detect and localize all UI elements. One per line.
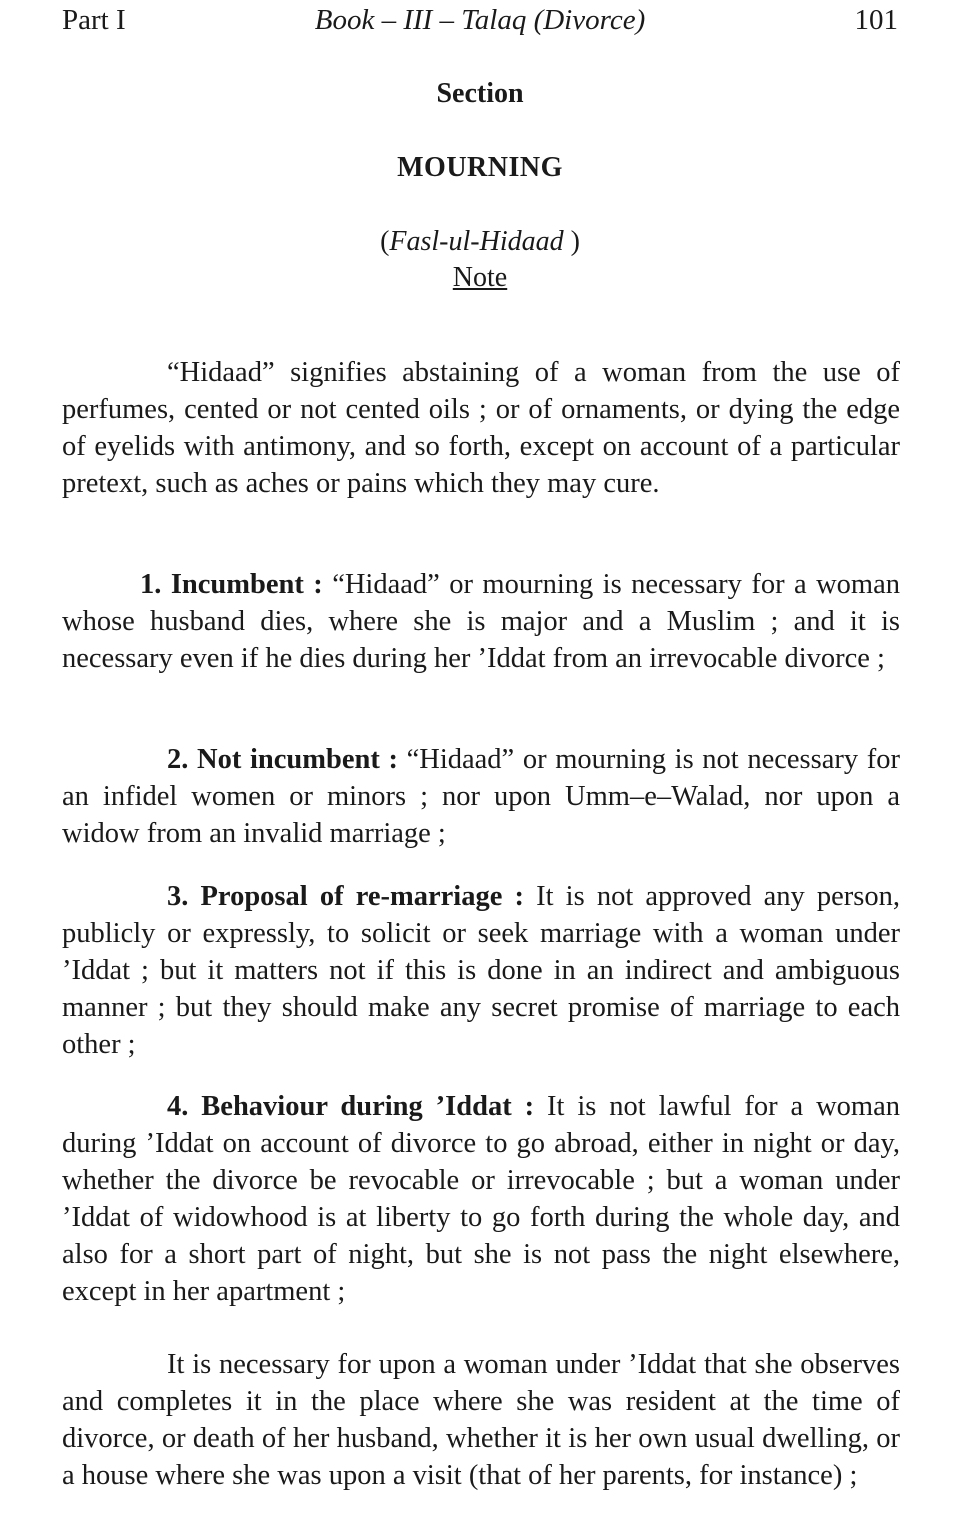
rule-heading: 3. Proposal of re-marriage : (167, 880, 524, 912)
chapter-subtitle (0, 226, 960, 258)
section-label: Section (436, 78, 524, 109)
chapter-title: MOURNING (397, 152, 563, 183)
rule-text: “Hidaad” or mourning is not necessary for an infidel women or minors ; nor upon Umm–e–Walad, nor upon a widow from an invalid marriage ; (62, 743, 900, 849)
rule-text: “Hidaad” or mourning is necessary for a woman whose husband dies, where she is major and a Muslim ; and it is necessary even if he dies during her ’Iddat from an irrevocable divorce ; (62, 568, 900, 674)
note-label: Note (452, 262, 508, 293)
rule-paragraph-incumbent (62, 566, 900, 677)
subtitle-open-paren: ( (380, 226, 390, 257)
rule-heading: 1. Incumbent : (140, 568, 323, 600)
book-title: Book – III – Talaq (Divorce) (314, 4, 646, 36)
closing-paragraph: It is necessary for upon a woman under ’Iddat that she observes and completes it in the place where she was resident at the time of divorce, or death of her husband, whether it is her own usual dwelling, or a house where she was upon a visit (that of her parents, for instance) ; (62, 1348, 900, 1491)
subtitle-close-paren: ) (563, 226, 580, 257)
rule-paragraph-not-incumbent (62, 741, 900, 852)
running-header (62, 4, 898, 44)
page-number: 101 (854, 4, 898, 36)
rule-paragraph-behaviour (62, 1088, 900, 1310)
rule-heading: 4. Behaviour during ’Iddat : (167, 1090, 535, 1122)
rule-text: It is not lawful for a woman during ’Iddat on account of divorce to go abroad, either in night or day, whether the divorce be revocable or irrevocable ; but a woman under ’Iddat of widowhood is at liberty to go forth during the whole day, and also for a short part of night, but she is not pass the night elsewhere, except in her apartment ; (62, 1090, 900, 1307)
rule-heading: 2. Not incumbent : (167, 743, 398, 775)
rule-paragraph-proposal (62, 878, 900, 1063)
part-label: Part I (62, 4, 126, 36)
subtitle-arabic-term: Fasl-ul-Hidaad (389, 226, 564, 257)
rule-text: It is not approved any person, publicly or expressly, to solicit or seek marriage with a woman under ’Iddat ; but it matters not if this is done in an indirect and ambiguous manner ; but they should make any secret promise of marriage to each other ; (62, 880, 900, 1060)
intro-paragraph: “Hidaad” signifies abstaining of a woman from the use of perfumes, cented or not cented oils ; or of ornaments, or dying the edge of eyelids with antimony, and so forth, except on account of a particular pretext, such as aches or pains which they may cure. (62, 356, 900, 499)
